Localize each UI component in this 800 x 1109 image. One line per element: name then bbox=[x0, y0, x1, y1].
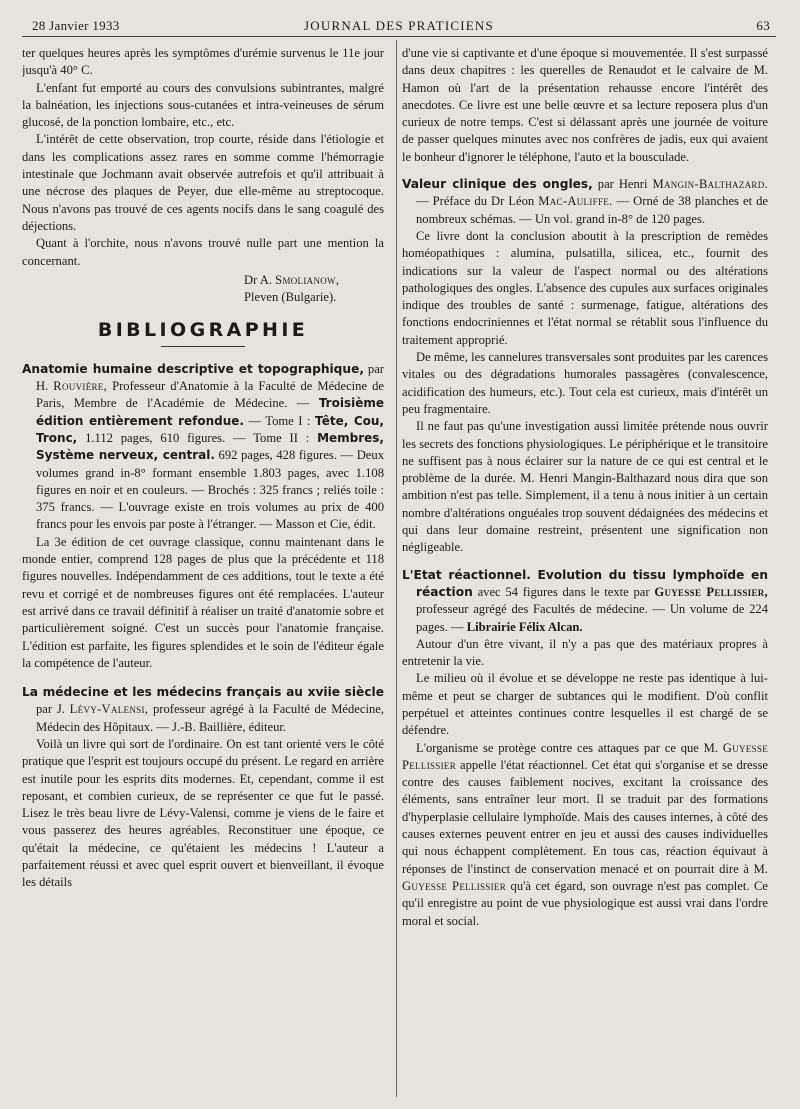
entry-desc: professeur agrégé à la Faculté de Médecine, Médecin des Hôpitaux. — J.-B. Baillière, éditeur. bbox=[36, 702, 384, 734]
entry-body: Le milieu où il évolue et se développe ne reste pas identique à lui-même et peut se charger de subtances qui le modifient. D'où conflit perpétuel et atteintes continues contre lesquelles il est chargé de se défendre. bbox=[402, 671, 768, 738]
entry-body: La 3e édition de cet ouvrage classique, connu maintenant dans le monde entier, comprend 128 pages de plus que la précédente et 118 figures nouvelles. Indépendamment de ces additions, tout le texte a été revu et corrigé et de nombreuses figures ont été remplacées. L'auteur est arrivé dans ce travail définitif à réaliser un traité d'anatomie sobre et particulièrement soigné. C'est un succès pour l'anatomie française. L'édition est parfaite, les figures splendides et le soin de l'éditeur égale la compétence de l'auteur. bbox=[22, 534, 384, 670]
left-column bbox=[22, 45, 384, 1099]
entry-title: Anatomie humaine descriptive et topographique, bbox=[22, 361, 364, 376]
paragraph: L'enfant fut emporté au cours des convulsions subintrantes, malgré la balnéation, les injections sous-cutanées et intra-veineuses de sérum glucosé, de la ponction lombaire, etc., etc. bbox=[22, 80, 384, 130]
entry-body: De même, les cannelures transversales sont produites par les carences vitales ou des dégradations humorales passagères (convalescence, acidification des humeurs, etc.). Tout cela est curieux, mais d'intérêt un peu fragmentaire. bbox=[402, 350, 768, 416]
bibliography-entry bbox=[22, 361, 384, 672]
entry-author: Guyesse Pellissier, bbox=[654, 584, 768, 599]
header-journal-title: JOURNAL DES PRATICIENS bbox=[304, 18, 494, 33]
entry-by: par J. bbox=[36, 702, 65, 717]
entry-preface: — Préface du Dr Léon bbox=[416, 194, 535, 209]
entry-preface-author: Mac-Auliffe. bbox=[538, 194, 613, 209]
paragraph: d'une vie si captivante et d'une époque si mouvementée. Il s'est surpassé dans deux chapitres : les querelles de Renaudot et le calvaire de M. Hamon où l'art de la présentation rehausse encore l'intérêt des anecdotes. Ce livre est une belle œuvre et sa lecture reposera plus d'un curieux de notre temps. C'est si délassant après une journée de voiture de passer quelques minutes avec nos confrères de jadis, eux qui avaient le bonheur d'ignorer le téléphone, l'auto et la bousculade. bbox=[402, 46, 768, 164]
bibliography-entry bbox=[402, 567, 768, 930]
running-header bbox=[22, 14, 776, 38]
entry-author: Mangin-Balthazard. bbox=[652, 177, 768, 192]
section-rule bbox=[161, 346, 245, 347]
entry-header bbox=[402, 567, 768, 636]
right-column bbox=[402, 45, 768, 1099]
entry-title: Valeur clinique des ongles, bbox=[402, 177, 593, 192]
signature-place: Pleven (Bulgarie). bbox=[244, 290, 337, 305]
header-date: 28 Janvier 1933 bbox=[32, 18, 120, 33]
signature-line bbox=[244, 272, 384, 289]
entry-body: Autour d'un être vivant, il n'y a pas que des matériaux propres à entretenir la vie. bbox=[402, 636, 768, 669]
entry-desc: — Orné de 38 planches et de nombreux schémas. — Un vol. grand in-8° de 120 pages. bbox=[416, 194, 768, 226]
entry-author: Lévy-Valensi, bbox=[69, 702, 149, 717]
entry-header bbox=[402, 176, 768, 228]
bibliography-entry bbox=[402, 176, 768, 557]
entry-body-author: Guyesse Pellissier bbox=[402, 878, 507, 893]
entry-desc2: 692 pages, 428 figures. — Deux volumes grand in-8° formant ensemble 1.803 pages, avec 1.108 figures en noir et en couleurs. — Brochés : 325 francs ; reliés toile : 375 francs. — L'ouvrage existe en trois volumes au prix de 400 francs pour les envois par poste à l'étranger. — Masson et Cie, édit. bbox=[36, 448, 384, 532]
entry-publisher: Librairie Félix Alcan. bbox=[466, 619, 583, 634]
entry-desc: Professeur d'Anatomie à la Faculté de Médecine de Paris, Membre de l'Académie de Médecine. — bbox=[36, 379, 384, 411]
paragraph: L'intérêt de cette observation, trop courte, réside dans l'étiologie et dans les complications assez rares en somme comme l'hémorragie intestinale que Jochmann avait observée autrefois et qu'il attribuait à une nécrose des plaques de Peyer, due elle-même au streptocoque. Nous n'avons pas trouvé de ces agents nocifs dans le sang coagulé des déjections. bbox=[22, 132, 384, 233]
entry-by: par H. bbox=[36, 361, 384, 394]
entry-body: Ce livre dont la conclusion aboutit à la prescription de remèdes homéopathiques : alumina, pulsatilla, silicea, etc., fournit des indications sur la valeur de l'aspect normal ou des altérations pathologiques des ongles. L'absence des cupules aux surfaces originales indique des troubles de santé : surmenage, fatigue, altérations des fonctions endocriniennes et l'état normal se rétablit sous l'influence du traitement approprié. bbox=[402, 228, 768, 347]
paragraph: Quant à l'orchite, nous n'avons trouvé nulle part une mention la concernant. bbox=[22, 236, 384, 268]
paragraph: ter quelques heures après les symptômes d'urémie survenus le 11e jour jusqu'à 40° C. bbox=[22, 46, 384, 78]
bibliography-entry bbox=[22, 684, 384, 892]
entry-body: Il ne faut pas qu'une investigation aussi limitée prétende nous ouvrir les secrets des fonctions physiologiques. Le périphérique et le transitoire ne suffisent pas à nous éclairer sur la nature de ce qui est central et le problème de la durée. M. Henri Mangin-Balthazard nous dira que son ambition n'est pas telle. Simplement, il a tenu à nous initier à un certain nombre d'altérations onguéales trop souvent dédaignées des médecins et qui dans leur domaine restreint, présentent une signification non négligeable. bbox=[402, 419, 768, 555]
entry-body: Voilà un livre qui sort de l'ordinaire. On est tant orienté vers le côté pratique que l'esprit est toujours occupé du présent. Le regard en arrière est inutile pour les esprits dits modernes. Et, cependant, comme il est reposant, et combien curieux, de se représenter ce que fut le passé. Lisez le très beau livre de Lévy-Valensi, comme je viens de le faire et vous passerez des heures agréables. Reconstituer une époque, ce qu'était la médecine, ce qu'étaient les médecins ! L'auteur a parfaitement réussi et avec quel esprit ouvert et bienveillant, il évoque les détails bbox=[22, 736, 384, 890]
entry-body-text: qu'à cet égard, son ouvrage n'est pas complet. Ce qu'il enregistre au point de vue physiologique est aussi vrai dans l'ordre moral et social. bbox=[402, 878, 768, 928]
entry-tome1-post: 1.112 pages, 610 figures. — Tome II : bbox=[85, 430, 310, 445]
entry-mid: avec 54 figures dans le texte par bbox=[477, 584, 650, 599]
entry-edition: Troisième édition entièrement refondue. bbox=[36, 396, 384, 428]
header-rule bbox=[22, 36, 776, 37]
entry-tome2: Membres, Système nerveux, central. bbox=[36, 430, 384, 463]
column-divider bbox=[396, 40, 397, 1097]
signature-prefix: Dr A. bbox=[244, 272, 272, 287]
entry-body-author: Guyesse Pellissier bbox=[402, 740, 768, 772]
signature-name: Smolianow, bbox=[275, 272, 340, 287]
entry-body bbox=[402, 740, 768, 930]
entry-title: La médecine et les médecins français au xviie siècle bbox=[22, 685, 384, 700]
entry-header bbox=[22, 684, 384, 736]
entry-header bbox=[22, 361, 384, 534]
entry-tome1-pre: — Tome I : bbox=[248, 413, 311, 428]
entry-author: Rouvière, bbox=[53, 379, 108, 394]
entry-desc: professeur agrégé des Facultés de médecine. — Un volume de 224 pages. — bbox=[416, 602, 768, 634]
entry-tome1: Tête, Cou, Tronc, bbox=[36, 413, 384, 445]
header-page-number: 63 bbox=[756, 18, 770, 33]
entry-body-text: appelle l'état réactionnel. Cet état qui s'organise et se dresse contre des causes faiblement nocives, excitant la croissance des éléments, sans entraîner leur mort. Il se traduit par des formations d'hyperplasie cellulaire lymphoïde. Mais des causes internes, à côté des causes externes peuvent entrer en jeu et aussi des causes individuelles qui nous échappent complètement. En tous cas, réaction équivaut à réponses de l'instinct de conservation menacé et on pourrait dire à M. bbox=[402, 757, 768, 876]
entry-by: par Henri bbox=[597, 177, 648, 192]
entry-body-text: L'organisme se protège contre ces attaques par ce que M. bbox=[416, 740, 719, 755]
section-heading: BIBLIOGRAPHIE bbox=[97, 319, 309, 342]
entry-title: L'Etat réactionnel. Evolution du tissu lymphoïde en réaction bbox=[402, 567, 768, 599]
